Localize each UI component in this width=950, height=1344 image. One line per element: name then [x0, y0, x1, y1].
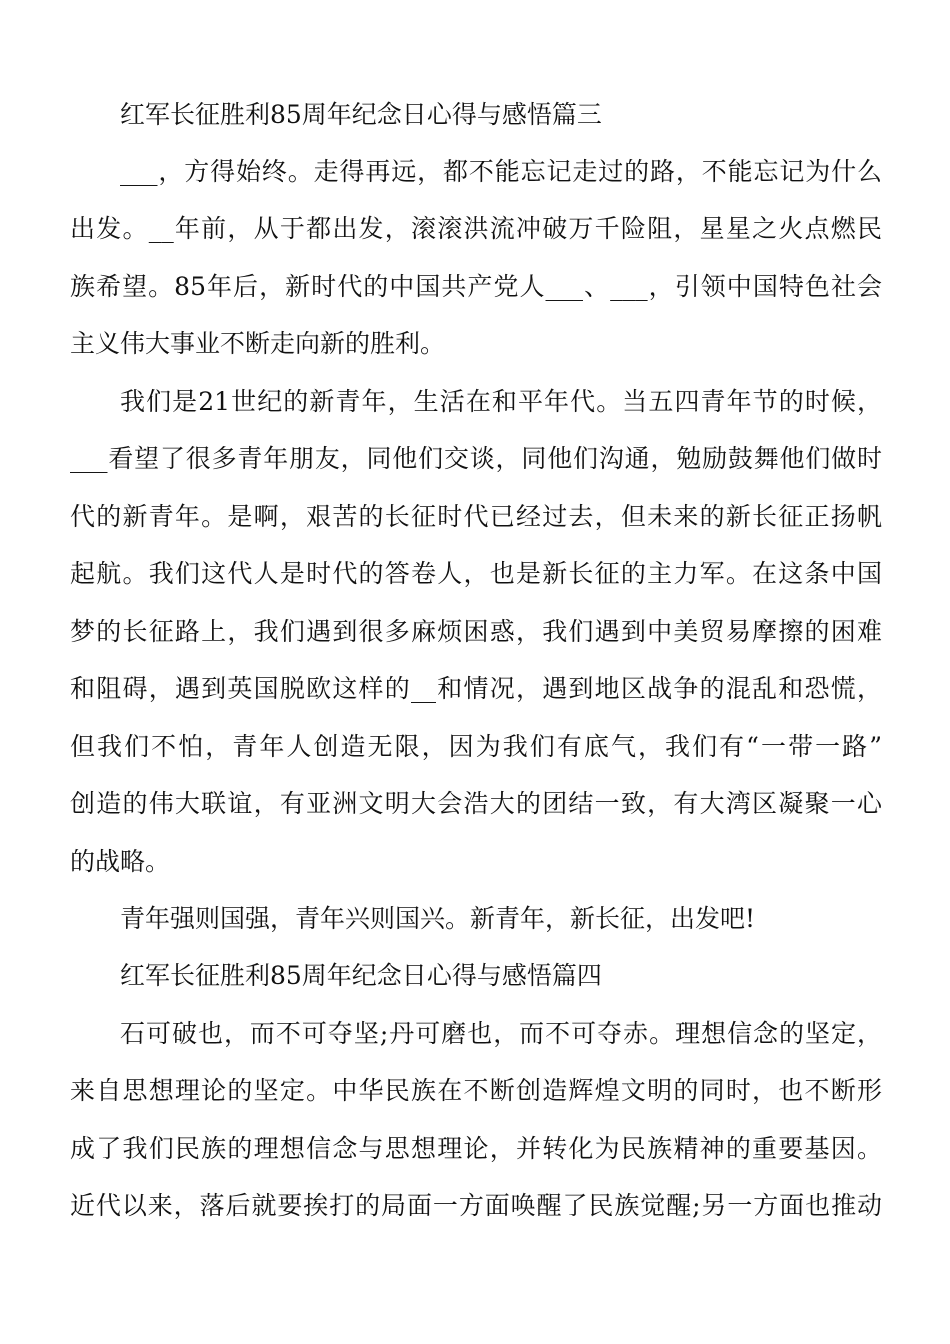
- paragraph-line: 创造的伟大联谊，有亚洲文明大会浩大的团结一致，有大湾区凝聚一心: [70, 789, 882, 818]
- paragraph-line: 和阻碍，遇到英国脱欧这样的__和情况，遇到地区战争的混乱和恐慌，: [70, 674, 882, 703]
- paragraph-line: 族希望。85年后，新时代的中国共产党人___、___，引领中国特色社会: [70, 272, 882, 301]
- paragraph-line: ___，方得始终。走得再远，都不能忘记走过的路，不能忘记为什么: [120, 157, 882, 186]
- paragraph-line: 来自思想理论的坚定。中华民族在不断创造辉煌文明的同时，也不断形: [70, 1076, 882, 1105]
- paragraph-line: 代的新青年。是啊，艰苦的长征时代已经过去，但未来的新长征正扬帆: [70, 502, 882, 531]
- paragraph-line: 的战略。: [70, 847, 171, 876]
- paragraph-line: 我们是21世纪的新青年，生活在和平年代。当五四青年节的时候，: [120, 387, 882, 416]
- paragraph-line: 青年强则国强，青年兴则国兴。新青年，新长征，出发吧!: [120, 904, 756, 933]
- paragraph-line: 梦的长征路上，我们遇到很多麻烦困惑，我们遇到中美贸易摩擦的困难: [70, 617, 882, 646]
- paragraph-line: 成了我们民族的理想信念与思想理论，并转化为民族精神的重要基因。: [70, 1134, 882, 1163]
- paragraph-line: 主义伟大事业不断走向新的胜利。: [70, 329, 446, 358]
- paragraph-line: 石可破也，而不可夺坚;丹可磨也，而不可夺赤。理想信念的坚定，: [120, 1019, 882, 1048]
- paragraph-line: 近代以来，落后就要挨打的局面一方面唤醒了民族觉醒;另一方面也推动: [70, 1191, 882, 1220]
- paragraph-line: 但我们不怕，青年人创造无限，因为我们有底气，我们有“一带一路”: [70, 732, 882, 761]
- paragraph-line: 出发。__年前，从于都出发，滚滚洪流冲破万千险阻，星星之火点燃民: [70, 214, 882, 243]
- paragraph-line: ___看望了很多青年朋友，同他们交谈，同他们沟通，勉励鼓舞他们做时: [70, 444, 882, 473]
- paragraph-line: 起航。我们这代人是时代的答卷人，也是新长征的主力军。在这条中国: [70, 559, 882, 588]
- section-heading-part4: 红军长征胜利85周年纪念日心得与感悟篇四: [120, 961, 602, 990]
- section-heading-part3: 红军长征胜利85周年纪念日心得与感悟篇三: [120, 100, 602, 129]
